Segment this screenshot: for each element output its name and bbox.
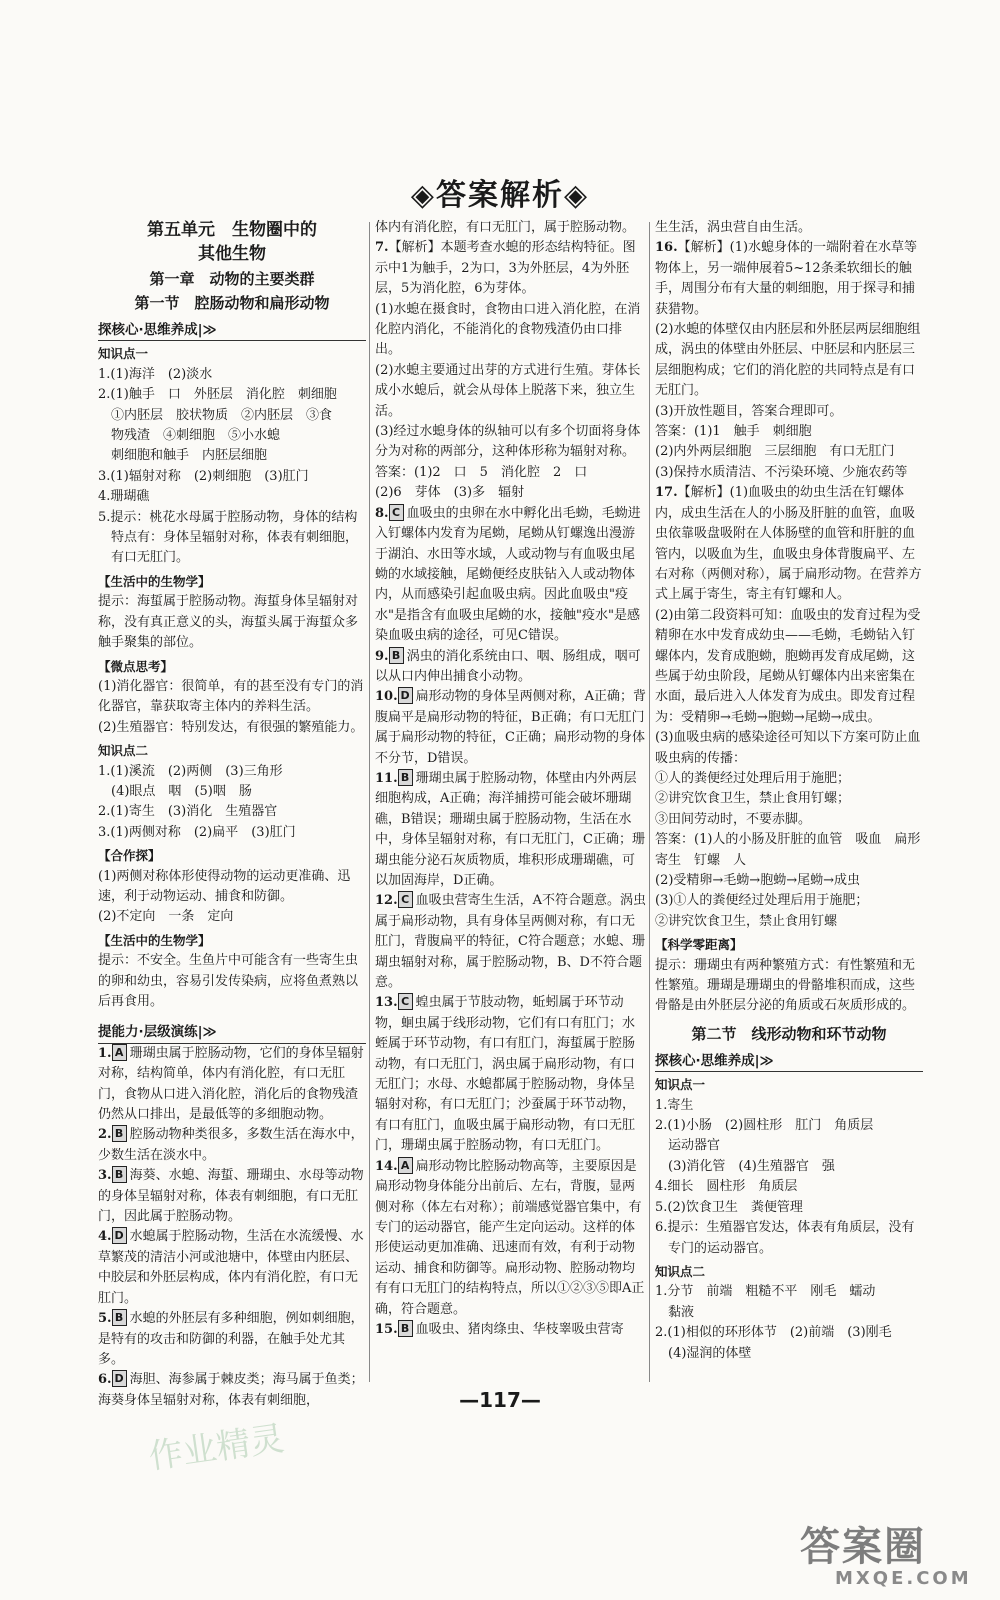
- question-number: 17.: [655, 485, 678, 501]
- knowledge-point-2: 知识点二: [655, 1263, 706, 1279]
- list-item: 1.(1)海洋 (2)淡水: [98, 366, 213, 382]
- question-7: [375, 238, 647, 503]
- page-title: ◈答案解析◈: [410, 178, 590, 213]
- answer-item: [375, 769, 647, 891]
- question-number: 3.: [98, 1168, 112, 1184]
- life-biology-heading-2: 【生活中的生物学】: [98, 932, 211, 948]
- answer-explanation: 海胆、海参属于棘皮类；海马属于鱼类；海葵身体呈辐射对称，体表有刺细胞，: [98, 1372, 364, 1408]
- life-biology-heading: 【生活中的生物学】: [98, 573, 211, 589]
- column-3: [655, 218, 923, 1364]
- answer-explanation: 血吸虫的虫卵在水中孵化出毛蚴，毛蚴进入钉螺体内发育为尾蚴，尾蚴从钉螺逸出漫游于湖泊、水田等水域，人或动物与有血吸虫尾蚴的水域接触，尾蚴便经皮肤钻入人或动物体内，从而感染引起血吸虫病。因此血吸虫"疫水"是指含有血吸虫尾蚴的水，接触"疫水"是感染血吸虫病的途径，可见C错误。: [375, 505, 641, 644]
- answer-item: [98, 1227, 366, 1309]
- answer-explanation: 扁形动物比腔肠动物高等，主要原因是扁形动物身体能分出前后、左右，背腹，显两侧对称（体左右对称）；前端感觉器官集中，有专门的运动器官，能产生定向运动。这样的体形使运动更加准确、迅速而有效，有利于动物运动、捕食和防御等。扁形动物、腔肠动物均有有口无肛门的结构特点，所以①②③⑤即A正确，符合题意。: [375, 1158, 645, 1317]
- knowledge-point-1-list: [98, 365, 366, 569]
- list-item: 2.(1)相似的环形体节 (2)前端 (3)刚毛: [655, 1325, 892, 1341]
- list-item: 3.(1)两侧对称 (2)扁平 (3)肛门: [98, 824, 296, 840]
- column-divider: [649, 222, 650, 1382]
- answer-choice-badge: B: [389, 647, 404, 664]
- answer-list: [375, 504, 647, 1341]
- answer-choice-badge: C: [398, 993, 413, 1010]
- answer-explanation: 扁形动物的身体呈两侧对称，A正确；背腹扁平是扁形动物的特征，B正确；有口无肛门属于扁形动物的特征，C正确；扁形动物的身体不分节，D错误。: [375, 689, 647, 766]
- answer-item: [375, 504, 647, 647]
- answer-item: [98, 1309, 366, 1370]
- answer-item: [375, 1320, 647, 1340]
- cooperation-heading: 【合作探】: [98, 848, 161, 864]
- answer-item: [98, 1044, 366, 1126]
- answer-item: [375, 1157, 647, 1320]
- question-number: 16.: [655, 240, 678, 256]
- question-17-text: 【解析】(1)血吸虫的幼虫生活在钉螺体内，成虫生活在人的小肠及肝脏的血管，血吸虫依靠吸盘吸附在人体肠壁的血管和肝脏的血管内，以吸血为生，血吸虫身体背腹扁平、左右对称（两侧对称），属于扁形动物。在营养方式上属于寄生，寄主有钉螺和人。 (2)由第二段资料可知：血吸虫的发育过程为受精卵在水中发育成幼虫——毛蚴，毛蚴钻入钉螺体内，发育成胞蚴，胞蚴再发育成尾蚴，这些属于幼虫阶段，尾蚴从钉螺体内出来密集在水面，最后进入人体发育为成虫。即发育过程为：受精卵→毛蚴→胞蚴→尾蚴→成虫。 (3)血吸虫病的感染途径可知以下方案可防止血吸虫病的传播： ①人的粪便经过处理后用于施肥； ②讲究饮食卫生，禁止食用钉螺； ③田间劳动时，不要赤脚。 答案：(1)人的小肠及肝脏的血管 吸血 扁形 寄生 钉螺 人 (2)受精卵→毛蚴→胞蚴→尾蚴→成虫 (3)①人的粪便经过处理后用于施肥； ②讲究饮食卫生，禁止食用钉螺: [655, 485, 922, 929]
- list-item: 物残渣 ④刺细胞 ⑤小水螅: [98, 428, 281, 444]
- knowledge-point-2: 知识点二: [98, 743, 149, 759]
- question-number: 12.: [375, 893, 398, 909]
- micro-thinking-text: (1)消化器官：很简单，有的甚至没有专门的消化器官，靠获取寄主体内的养料生活。 (2)生殖器官：特别发达，有很强的繁殖能力。: [98, 678, 364, 735]
- answer-choice-badge: A: [398, 1157, 413, 1174]
- answer-item: [375, 993, 647, 1156]
- list-item: 2.(1)寄生 (3)消化 生殖器官: [98, 804, 278, 820]
- page-number: —117—: [459, 1388, 541, 1412]
- answer-choice-badge: D: [398, 687, 413, 704]
- list-item: 专门的运动器官。: [655, 1240, 773, 1256]
- answer-choice-badge: B: [398, 769, 413, 786]
- list-item: 刺细胞和触手 内胚层细胞: [98, 448, 268, 464]
- answer-explanation: 水螅的外胚层有多种细胞，例如刺细胞，是特有的攻击和防御的利器，在触手处尤其多。: [98, 1311, 364, 1367]
- knowledge-point-2-list: [98, 762, 366, 844]
- answer-choice-badge: B: [112, 1166, 127, 1183]
- life-biology-text-2: 提示：不安全。生鱼片中可能含有一些寄生虫的卵和幼虫，容易引发传染病，应将鱼煮熟以后再食用。: [98, 953, 359, 1009]
- continued-text: 体内有消化腔，有口无肛门，属于腔肠动物。: [375, 220, 636, 235]
- question-number: 9.: [375, 648, 389, 664]
- answer-explanation: 血吸虫营寄生生活，A不符合题意。涡虫属于扁形动物，具有身体呈两侧对称，有口无肛门，背腹扁平的特征，C符合题意；水螅、珊瑚虫辐射对称，属于腔肠动物，B、D不符合题意。: [375, 893, 647, 991]
- answer-choice-badge: C: [389, 504, 404, 521]
- list-item: 运动器官: [655, 1138, 721, 1154]
- list-item: (4)眼点 咽 (5)咽 肠: [98, 783, 252, 799]
- answer-item: [375, 687, 647, 769]
- column-1: [98, 218, 366, 1411]
- list-item: 1.分节 前端 粗糙不平 刚毛 蠕动: [655, 1284, 876, 1300]
- answer-explanation: 珊瑚虫属于腔肠动物，体壁由内外两层细胞构成，A正确；海洋捕捞可能会破坏珊瑚礁，B错误；珊瑚虫属于腔肠动物，生活在水中，身体呈辐射对称，有口无肛门，C正确；珊瑚虫能分泌石灰质物质，堆积形成珊瑚礁，可以加固海岸，D正确。: [375, 770, 645, 888]
- chapter-title: 第一章 动物的主要类群: [149, 270, 315, 288]
- answer-choice-badge: D: [112, 1227, 127, 1244]
- question-16-text: 【解析】(1)水螅身体的一端附着在水草等物体上，另一端伸展着5~12条柔软细长的触手，周围分布有大量的刺细胞，用于探寻和捕获猎物。 (2)水螅的体壁仅由内胚层和外胚层两层细胞组成，涡虫的体壁由外胚层、中胚层和内胚层三层细胞构成；它们的消化腔的共同特点是有口无肛门。 (3)开放性题目，答案合理即可。 答案：(1)1 触手 刺细胞 (2)内外两层细胞 三层细胞 有口无肛门 (3)保持水质清洁、不污染环境、少施农药等: [655, 240, 921, 480]
- answer-choice-badge: B: [112, 1309, 127, 1326]
- life-biology-text: 提示：海蜇属于腔肠动物。海蜇身体呈辐射对称，没有真正意义的头，海蜇头属于海蜇众多触手聚集的部位。: [98, 594, 359, 651]
- list-item: 2.(1)触手 口 外胚层 消化腔 刺细胞: [98, 387, 337, 403]
- column-divider: [369, 222, 370, 1382]
- question-7-text: 【解析】本题考查水螅的形态结构特征。图示中1为触手，2为口，3为外胚层，4为外胚层，5为消化腔，6为芽体。 (1)水螅在摄食时，食物由口进入消化腔，在消化腔内消化，不能消化的食物残渣仍由口排出。 (2)水螅主要通过出芽的方式进行生殖。芽体长成小水螅后，就会从母体上脱落下来，独立生活。 (3)经过水螅身体的纵轴可以有多个切面将身体分为对称的两部分，这种体形称为辐射对称。 答案：(1)2 口 5 消化腔 2 口 (2)6 芽体 (3)多 辐射: [375, 240, 641, 501]
- science-text: 提示：珊瑚虫有两种繁殖方式：有性繁殖和无性繁殖。珊瑚是珊瑚虫的骨骼堆积而成，这些骨骼是由外胚层分泌的角质或石灰质形成的。: [655, 957, 916, 1014]
- question-number: 5.: [98, 1311, 112, 1327]
- question-number: 2.: [98, 1127, 112, 1143]
- question-number: 10.: [375, 689, 398, 705]
- answer-explanation: 海葵、水螅、海蜇、珊瑚虫、水母等动物的身体呈辐射对称，体表有刺细胞，有口无肛门，因此属于腔肠动物。: [98, 1168, 364, 1225]
- micro-thinking-heading: 【微点思考】: [98, 658, 174, 674]
- explore-heading: 探核心·思维养成|≫: [98, 320, 366, 341]
- list-item: 黏液: [655, 1304, 695, 1320]
- science-heading: 【科学零距离】: [655, 937, 743, 953]
- list-item: 4.细长 圆柱形 角质层: [655, 1179, 798, 1195]
- answer-choice-badge: B: [398, 1320, 413, 1337]
- list-item: 1.寄生: [655, 1097, 694, 1113]
- unit-title-2: 其他生物: [198, 244, 266, 264]
- unit-title: 第五单元 生物圈中的: [147, 220, 317, 240]
- question-number: 7.: [375, 240, 389, 256]
- knowledge-point-1: 知识点一: [655, 1077, 706, 1093]
- list-item: 2.(1)小肠 (2)圆柱形 肛门 角质层: [655, 1118, 874, 1134]
- answer-item: [98, 1125, 366, 1166]
- knowledge-point-1-list: [655, 1096, 923, 1259]
- answer-item: [375, 647, 647, 688]
- answer-explanation: 蝗虫属于节肢动物，蚯蚓属于环节动物，蛔虫属于线形动物，它们有口有肛门；水蛭属于环节动物，有口有肛门，海蜇属于腔肠动物，有口无肛门，涡虫属于扁形动物，有口无肛门；水母、水螅都属于腔肠动物，身体呈辐射对称，有口无肛门；沙蚕属于环节动物，有口有肛门，血吸虫属于扁形动物，有口无肛门，珊瑚虫属于腔肠动物，有口无肛门。: [375, 995, 636, 1154]
- answer-explanation: 腔肠动物种类很多，多数生活在海水中，少数生活在淡水中。: [98, 1127, 364, 1163]
- answer-item: [375, 891, 647, 993]
- question-number: 6.: [98, 1372, 112, 1388]
- question-number: 15.: [375, 1321, 398, 1337]
- answer-explanation: 血吸虫、猪肉绦虫、华枝睾吸虫营寄: [415, 1321, 624, 1337]
- list-item: 1.(1)溪流 (2)两侧 (3)三角形: [98, 763, 283, 779]
- question-number: 11.: [375, 770, 398, 786]
- watermark-logo: 答案圈: [800, 1524, 926, 1570]
- list-item: 有口无肛门。: [98, 550, 190, 566]
- question-number: 14.: [375, 1158, 398, 1174]
- list-item: 3.(1)辐射对称 (2)刺细胞 (3)肛门: [98, 468, 309, 484]
- answer-list: [98, 1044, 366, 1411]
- knowledge-point-1: 知识点一: [98, 346, 149, 362]
- answer-explanation: 水螅属于腔肠动物，生活在水流缓慢、水草繁茂的清洁小河或池塘中，体壁由内胚层、中胶层和外胚层构成，体内有消化腔，有口无肛门。: [98, 1229, 364, 1306]
- list-item: (3)消化管 (4)生殖器官 强: [655, 1158, 835, 1174]
- answer-choice-badge: A: [112, 1044, 127, 1061]
- answer-item: [98, 1166, 366, 1227]
- question-16: [655, 238, 923, 483]
- question-number: 13.: [375, 995, 398, 1011]
- list-item: ①内胚层 胶状物质 ②内胚层 ③食: [98, 407, 333, 423]
- continued-text: 生生活，涡虫营自由生活。: [655, 220, 812, 235]
- answer-choice-badge: C: [398, 891, 413, 908]
- list-item: (4)湿润的体壁: [655, 1345, 752, 1361]
- list-item: 特点有：身体呈辐射对称，体表有刺细胞，: [98, 530, 359, 546]
- question-number: 8.: [375, 505, 389, 521]
- watermark-left: 作业精灵: [146, 1418, 287, 1478]
- list-item: 6.提示：生殖器官发达，体表有角质层，没有: [655, 1220, 915, 1236]
- cooperation-text: (1)两侧对称体形使得动物的运动更准确、迅速，利于动物运动、捕食和防御。 (2)不定向 一条 定向: [98, 868, 351, 925]
- question-number: 1.: [98, 1045, 112, 1061]
- list-item: 4.珊瑚礁: [98, 489, 150, 505]
- column-2: [375, 218, 647, 1340]
- answer-explanation: 涡虫的消化系统由口、咽、肠组成，咽可以从口内伸出捕食小动物。: [375, 648, 641, 684]
- section-title: 第一节 腔肠动物和扁形动物: [134, 294, 330, 312]
- watermark-url: MXQE.COM: [835, 1568, 972, 1589]
- answer-choice-badge: D: [112, 1370, 127, 1387]
- list-item: 5.提示：桃花水母属于腔肠动物，身体的结构: [98, 509, 358, 525]
- answer-explanation: 珊瑚虫属于腔肠动物，它们的身体呈辐射对称，结构简单，体内有消化腔，有口无肛门，食物从口进入消化腔，消化后的食物残渣仍然从口排出，是最低等的多细胞动物。: [98, 1045, 364, 1123]
- knowledge-point-2-list: [655, 1282, 923, 1364]
- answer-choice-badge: B: [112, 1125, 127, 1142]
- question-17: [655, 483, 923, 932]
- question-number: 4.: [98, 1229, 112, 1245]
- section-2-title: 第二节 线形动物和环节动物: [691, 1024, 887, 1043]
- ability-heading: 提能力·层级演练|≫: [98, 1022, 366, 1043]
- list-item: 5.(2)饮食卫生 粪便管理: [655, 1199, 803, 1215]
- explore-heading-2: 探核心·思维养成|≫: [655, 1051, 923, 1072]
